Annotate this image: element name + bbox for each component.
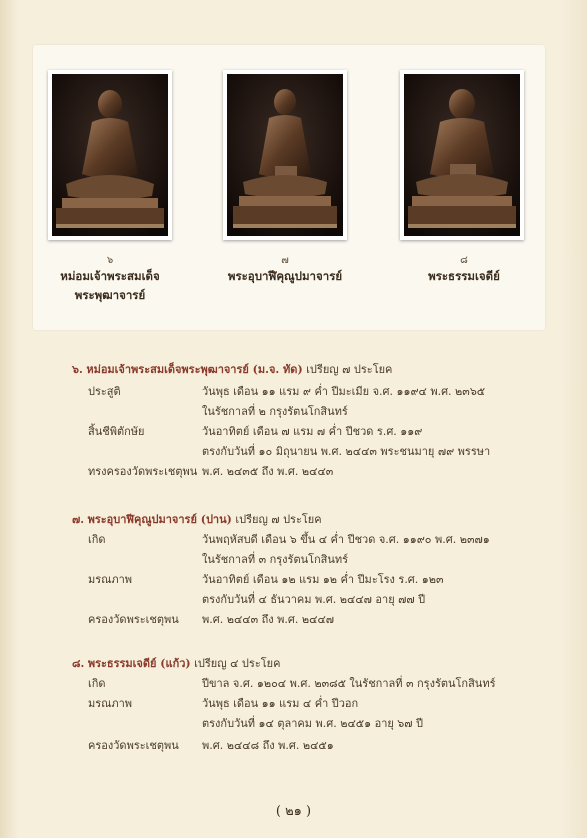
- row-value: วันพุธ เดือน ๑๑ แรม ๙ ค่ำ ปีมะเมีย จ.ศ. ๑๑๙๔ พ.ศ. ๒๓๖๕: [202, 385, 486, 398]
- row-value: ตรงกับวันที่ ๔ ธันวาคม พ.ศ. ๒๔๔๗ อายุ ๗๗ ปี: [202, 593, 426, 606]
- photo-number: ๘: [460, 255, 468, 266]
- page-number: ( ๒๑ ): [275, 804, 312, 819]
- row-label: เกิด: [88, 677, 106, 690]
- photo-number: ๗: [281, 255, 289, 266]
- seated-monk-statue-image: [227, 74, 343, 236]
- bio-number: ๖.: [72, 363, 83, 376]
- biography-6: [72, 360, 522, 478]
- biography-title: [72, 510, 522, 528]
- bio-grade: เปรียญ ๗ ประโยค: [306, 363, 393, 376]
- caption-line: พระธรรมเจดีย์: [428, 269, 500, 283]
- row-value: ในรัชกาลที่ ๒ กรุงรัตนโกสินทร์: [202, 405, 348, 418]
- bio-name: พระอุบาฬีคุณูปมาจารย์ (ปาน): [87, 513, 232, 526]
- row-value: วันพฤหัสบดี เดือน ๖ ขึ้น ๔ ค่ำ ปีชวด จ.ศ. ๑๑๙๐ พ.ศ. ๒๓๗๑: [202, 533, 490, 546]
- statue-photo-6: [48, 70, 172, 240]
- row-label: มรณภาพ: [88, 573, 133, 586]
- photo-caption-6: [40, 255, 180, 305]
- bio-grade: เปรียญ ๗ ประโยค: [235, 513, 322, 526]
- row-value: ปีขาล จ.ศ. ๑๒๐๔ พ.ศ. ๒๓๘๕ ในรัชกาลที่ ๓ กรุงรัตนโกสินทร์: [202, 677, 496, 690]
- biography-7: [72, 510, 522, 626]
- row-value: พ.ศ. ๒๔๓๕ ถึง พ.ศ. ๒๔๔๓: [202, 465, 334, 478]
- row-value: ตรงกับวันที่ ๑๐ มิถุนายน พ.ศ. ๒๔๔๓ พระชนมายุ ๗๙ พรรษา: [202, 445, 491, 458]
- row-value: วันอาทิตย์ เดือน ๗ แรม ๗ ค่ำ ปีชวด ร.ศ. ๑๑๙: [202, 425, 423, 438]
- caption-line: พระอุบาฬีคุณูปมาจารย์: [227, 269, 343, 283]
- caption-line: หม่อมเจ้าพระสมเด็จ: [60, 269, 160, 283]
- row-label: ครองวัดพระเชตุพน: [88, 739, 179, 752]
- row-value: ตรงกับวันที่ ๑๔ ตุลาคม พ.ศ. ๒๔๕๑ อายุ ๖๗ ปี: [202, 717, 424, 730]
- bio-number: ๗.: [72, 513, 85, 526]
- statue-photo-7: [223, 70, 347, 240]
- biography-title: [72, 360, 522, 378]
- row-value: พ.ศ. ๒๔๔๘ ถึง พ.ศ. ๒๔๕๑: [202, 739, 334, 752]
- statue-photo-8: [400, 70, 524, 240]
- photo-caption-8: [394, 255, 534, 286]
- row-label: สิ้นชีพิตักษัย: [88, 425, 145, 438]
- row-label: เกิด: [88, 533, 106, 546]
- bio-name: พระธรรมเจดีย์ (แก้ว): [87, 657, 191, 670]
- row-value: วันอาทิตย์ เดือน ๑๒ แรม ๑๒ ค่ำ ปีมะโรง ร.ศ. ๑๒๓: [202, 573, 444, 586]
- photo-caption-7: [215, 255, 355, 286]
- row-label: มรณภาพ: [88, 697, 133, 710]
- photo-number: ๖: [106, 255, 114, 266]
- seated-monk-statue-image: [404, 74, 520, 236]
- row-value: พ.ศ. ๒๔๔๓ ถึง พ.ศ. ๒๔๔๗: [202, 613, 335, 626]
- row-label: ทรงครองวัดพระเชตุพน: [88, 465, 198, 478]
- biography-title: [72, 654, 522, 672]
- bio-grade: เปรียญ ๔ ประโยค: [194, 657, 281, 670]
- caption-line: พระพุฒาจารย์: [74, 288, 146, 302]
- seated-monk-statue-image: [52, 74, 168, 236]
- bio-name: หม่อมเจ้าพระสมเด็จพระพุฒาจารย์ (ม.จ. ทัด): [86, 363, 303, 376]
- row-label: ครองวัดพระเชตุพน: [88, 613, 179, 626]
- row-value: วันพุธ เดือน ๑๑ แรม ๔ ค่ำ ปีวอก: [202, 697, 359, 710]
- row-value: ในรัชกาลที่ ๓ กรุงรัตนโกสินทร์: [202, 553, 349, 566]
- bio-number: ๘.: [72, 657, 85, 670]
- row-label: ประสูติ: [88, 385, 121, 398]
- biography-8: [72, 654, 522, 752]
